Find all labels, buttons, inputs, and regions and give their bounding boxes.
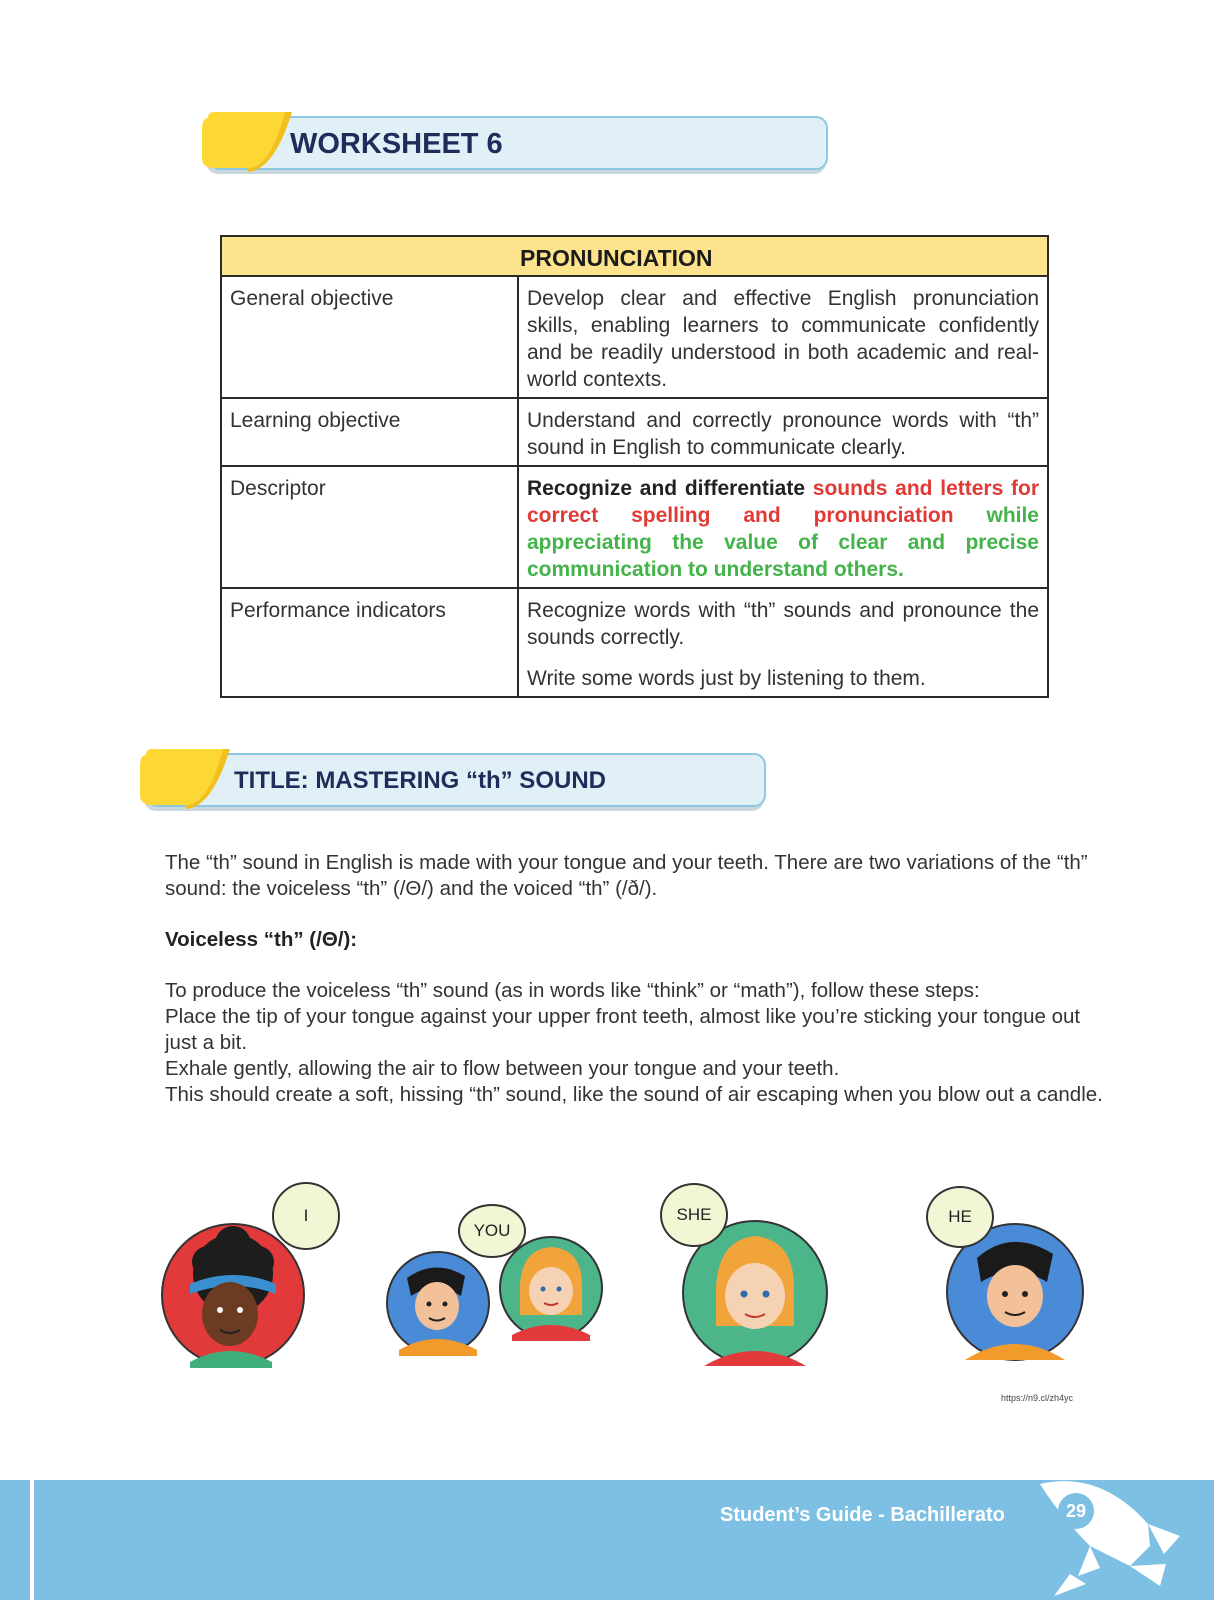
row-label: Descriptor xyxy=(221,466,518,588)
worksheet-title: WORKSHEET 6 xyxy=(290,128,503,160)
descriptor-black-text: Recognize and differentiate xyxy=(527,477,813,500)
speech-bubble: SHE xyxy=(660,1183,728,1247)
table-row xyxy=(221,466,1048,588)
speech-bubble: HE xyxy=(926,1186,994,1248)
intro-paragraph: The “th” sound in English is made with your tongue and your teeth. There are two variations of the “th” sound: the voiceless “th” (/Θ/) and the voiced “th” (/ð/). xyxy=(165,851,1088,900)
table-row xyxy=(221,398,1048,466)
row-value: Understand and correctly pronounce words with “th” sound in English to communicate clearly. xyxy=(518,398,1048,466)
row-label: General objective xyxy=(221,276,518,398)
step-line: To produce the voiceless “th” sound (as in words like “think” or “math”), follow these steps: xyxy=(165,979,980,1002)
table-header: PRONUNCIATION xyxy=(221,236,1048,276)
step-line: Exhale gently, allowing the air to flow between your tongue and your teeth. xyxy=(165,1057,840,1080)
objectives-table xyxy=(220,235,1049,698)
speech-bubble: I xyxy=(272,1182,340,1250)
step-line: Place the tip of your tongue against your upper front teeth, almost like you’re sticking your tongue out just a bit. xyxy=(165,1005,1081,1054)
title-banner xyxy=(138,747,766,805)
row-label: Performance indicators xyxy=(221,588,518,697)
step-line: This should create a soft, hissing “th” sound, like the sound of air escaping when you blow out a candle. xyxy=(165,1083,1103,1106)
footer-divider xyxy=(30,1480,34,1600)
speech-bubble: YOU xyxy=(458,1204,526,1258)
voiceless-heading: Voiceless “th” (/Θ/): xyxy=(165,928,358,951)
table-row xyxy=(221,276,1048,398)
footer-title: Student’s Guide - Bachillerato xyxy=(720,1504,1005,1526)
banner-tab-shape xyxy=(138,747,238,809)
row-label: Learning objective xyxy=(221,398,518,466)
steps-paragraph xyxy=(165,978,1105,1108)
worksheet-banner xyxy=(200,110,828,168)
table-row xyxy=(221,588,1048,697)
banner-tab-shape xyxy=(200,110,300,172)
page-footer xyxy=(0,1480,1214,1600)
image-source-link[interactable]: https://n9.cl/zh4yc xyxy=(1001,1393,1074,1403)
descriptor-value xyxy=(518,466,1048,588)
page-number: 29 xyxy=(1058,1493,1094,1529)
performance-indicator-2: Write some words just by listening to them. xyxy=(527,667,926,690)
boy-avatar-icon xyxy=(385,1250,491,1356)
girl-avatar-icon xyxy=(160,1222,306,1368)
performance-indicator-1: Recognize words with “th” sounds and pronounce the sounds correctly. xyxy=(527,599,1039,649)
section-title: TITLE: MASTERING “th” SOUND xyxy=(234,767,606,794)
descriptor-green-text: while appreciating the value of clear and precise communication to understand others. xyxy=(527,504,1039,581)
descriptor-red-text: sounds and letters for correct spelling and pronunciation xyxy=(527,477,1040,527)
performance-value xyxy=(518,588,1048,697)
row-value: Develop clear and effective English pronunciation skills, enabling learners to communicate confidently and be readily understood in both academic and real-world contexts. xyxy=(518,276,1048,398)
rocket-icon xyxy=(1030,1476,1190,1600)
